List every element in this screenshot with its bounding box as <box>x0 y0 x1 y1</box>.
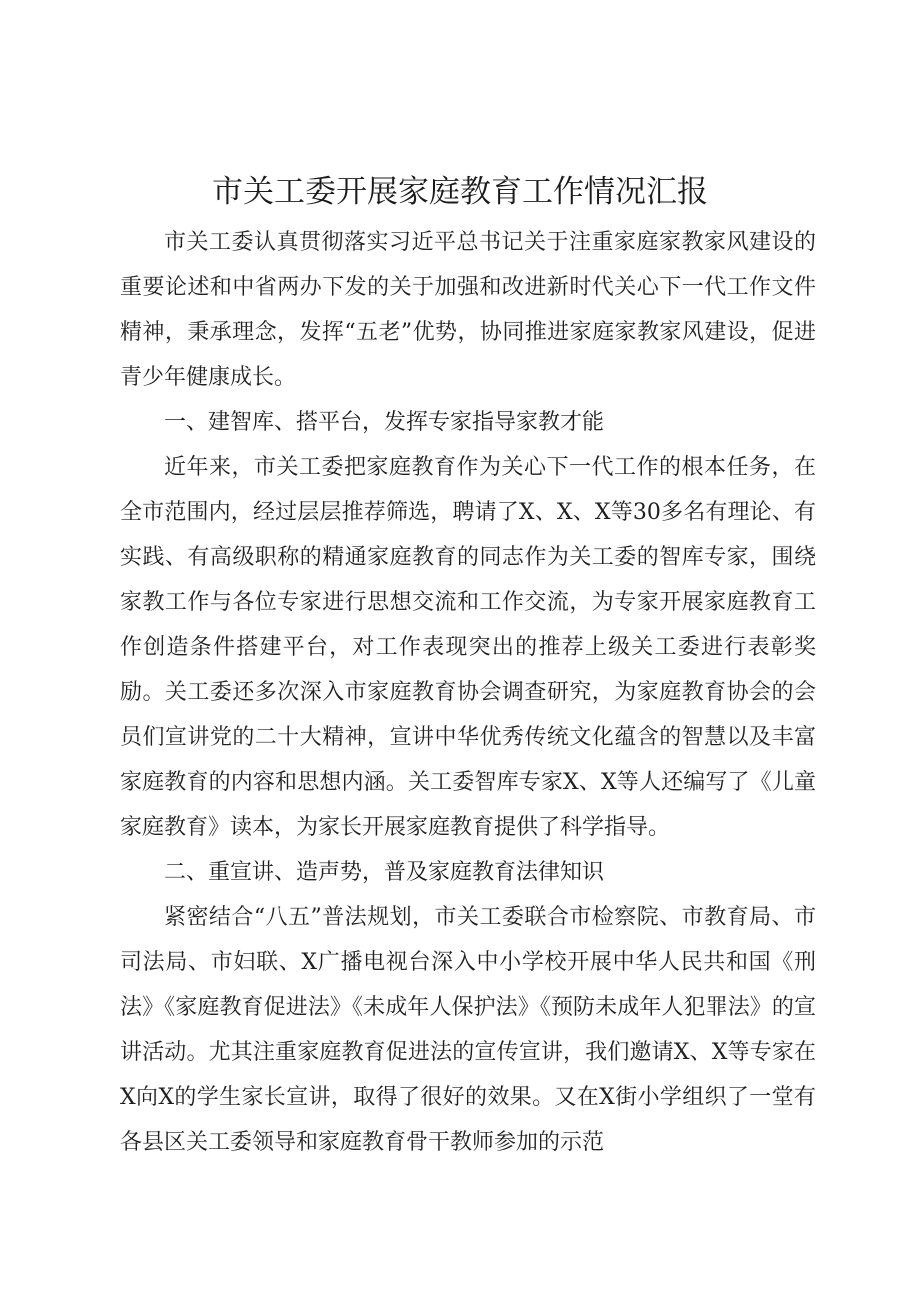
section-2-paragraph: 紧密结合“八五”普法规划，市关工委联合市检察院、市教育局、市司法局、市妇联、X广播电视台深入中小学校开展中华人民共和国《刑法》《家庭教育促进法》《未成年人保护法》《预防未成年人犯罪法》的宣讲活动。尤其注重家庭教育促进法的宣传宣讲，我们邀请X、X等专家在X向X的学生家长宣讲，取得了很好的效果。又在X街小学组织了一堂有各县区关工委领导和家庭教育骨干教师参加的示范 <box>120 905 816 1155</box>
section-heading-2: 二、重宣讲、造声势，普及家庭教育法律知识 <box>164 860 605 885</box>
document-body <box>120 220 816 1165</box>
intro-paragraph: 市关工委认真贯彻落实习近平总书记关于注重家庭家教家风建设的重要论述和中省两办下发的关于加强和改进新时代关心下一代工作文件精神，秉承理念，发挥“五老”优势，协同推进家庭家教家风建设，促进青少年健康成长。 <box>120 230 816 390</box>
section-heading-1: 一、建智库、搭平台，发挥专家指导家教才能 <box>164 410 605 435</box>
document-title: 市关工委开展家庭教育工作情况汇报 <box>212 174 708 210</box>
section-1-paragraph: 近年来，市关工委把家庭教育作为关心下一代工作的根本任务，在全市范围内，经过层层推荐筛选，聘请了X、X、X等30多名有理论、有实践、有高级职称的精通家庭教育的同志作为关工委的智库专家，围绕家教工作与各位专家进行思想交流和工作交流，为专家开展家庭教育工作创造条件搭建平台，对工作表现突出的推荐上级关工委进行表彰奖励。关工委还多次深入市家庭教育协会调查研究，为家庭教育协会的会员们宣讲党的二十大精神，宣讲中华优秀传统文化蕴含的智慧以及丰富家庭教育的内容和思想内涵。关工委智库专家X、X等人还编写了《儿童家庭教育》读本，为家长开展家庭教育提供了科学指导。 <box>120 455 816 840</box>
